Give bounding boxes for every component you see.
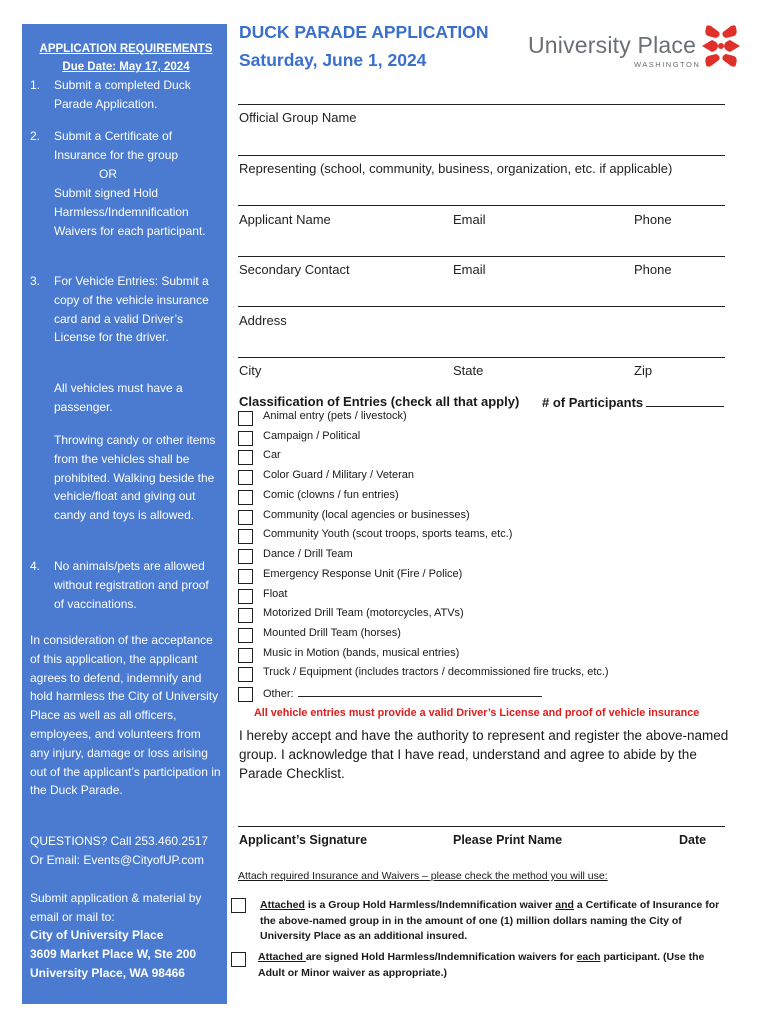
- entry-checkbox[interactable]: [238, 490, 253, 505]
- applicant-line[interactable]: [238, 205, 725, 206]
- attached-word: Attached: [258, 951, 306, 963]
- entry-label: Other:: [263, 688, 294, 700]
- requirement-text: Submit a Certificate of Insurance for the group: [54, 129, 179, 162]
- entry-checkbox[interactable]: [238, 411, 253, 426]
- requirement-number: 4.: [30, 559, 41, 573]
- entry-label: Motorized Drill Team (motorcycles, ATVs): [263, 607, 464, 619]
- secondary-contact-label: Secondary Contact: [239, 262, 350, 277]
- signature-line[interactable]: [238, 826, 725, 827]
- participants-heading: [542, 394, 724, 410]
- candy-note: Throwing candy or other items from the vehicles shall be prohibited. Walking beside the vehicle/float and giving out candy and toys is allowed.: [54, 433, 216, 523]
- entry-checkbox[interactable]: [238, 628, 253, 643]
- entry-checkbox[interactable]: [238, 648, 253, 663]
- entry-checkbox[interactable]: [238, 450, 253, 465]
- entry-label: Campaign / Political: [263, 430, 361, 442]
- entry-label: Music in Motion (bands, musical entries): [263, 647, 460, 659]
- entry-checkbox[interactable]: [238, 470, 253, 485]
- vehicle-requirement-note: All vehicle entries must provide a valid Driver’s License and proof of vehicle insurance: [254, 707, 700, 719]
- questions-email: Or Email: Events@CityofUP.com: [30, 853, 205, 867]
- questions-phone: QUESTIONS? Call 253.460.2517: [30, 834, 209, 848]
- classification-heading: Classification of Entries (check all that apply): [239, 394, 520, 409]
- entry-label: Color Guard / Military / Veteran: [263, 469, 415, 481]
- university-place-logo: [528, 24, 740, 76]
- option-text: participant. (Use the Adult or Minor waiver as appropriate.): [258, 951, 705, 979]
- requirement-text: No animals/pets are allowed without registration and proof of vaccinations.: [54, 559, 209, 611]
- address-street: 3609 Market Place W, Ste 200: [30, 947, 197, 961]
- secondary-contact-line[interactable]: [238, 256, 725, 257]
- address-name: City of University Place: [30, 928, 164, 942]
- requirement-text: For Vehicle Entries: Submit a copy of the vehicle insurance card and a valid Driver’s License for the driver.: [54, 274, 209, 345]
- zip-label: Zip: [634, 363, 653, 378]
- individual-waiver-option: [258, 950, 728, 981]
- requirement-text: Submit a completed Duck Parade Application.: [54, 78, 191, 111]
- other-input[interactable]: [298, 686, 542, 697]
- date-label: Date: [679, 833, 707, 847]
- entry-checkbox[interactable]: [238, 431, 253, 446]
- entry-checkbox[interactable]: [238, 687, 253, 702]
- logo-text: University Place: [528, 32, 697, 58]
- and-word: and: [555, 899, 574, 911]
- entry-label: Community Youth (scout troops, sports teams, etc.): [263, 528, 513, 540]
- state-label: State: [453, 363, 484, 378]
- option-text: are signed Hold Harmless/Indemnification waivers for: [305, 951, 577, 963]
- address-line[interactable]: [238, 306, 725, 307]
- attach-instruction: Attach required Insurance and Waivers – please check the method you will use:: [238, 870, 608, 882]
- group-name-line[interactable]: [238, 104, 725, 105]
- requirements-sidebar: [22, 24, 227, 1004]
- acceptance-statement: I hereby accept and have the authority to represent and register the above-named group. I acknowledge that I have read, understand and agree to abide by the Parade Checklist.: [239, 728, 729, 781]
- due-date: Due Date: May 17, 2024: [62, 61, 190, 73]
- entry-label: Comic (clowns / fun entries): [263, 489, 399, 501]
- logo-subtext: WASHINGTON: [634, 60, 701, 69]
- participants-input[interactable]: [646, 394, 724, 407]
- entry-label: Mounted Drill Team (horses): [263, 627, 401, 639]
- applicant-signature-label: Applicant’s Signature: [239, 833, 368, 847]
- entry-label: Community (local agencies or businesses): [263, 509, 470, 521]
- entry-checkbox[interactable]: [238, 667, 253, 682]
- secondary-email-label: Email: [453, 262, 486, 277]
- requirement-number: 2.: [30, 129, 41, 143]
- entry-checkbox[interactable]: [238, 529, 253, 544]
- requirement-4: [30, 557, 220, 613]
- option-text: a Certificate of Insurance for the above-named group in in the amount of one (1) million dollars naming the City of University Place as an additional insured.: [260, 899, 720, 942]
- applicant-phone-label: Phone: [634, 212, 672, 227]
- passenger-note: All vehicles must have a passenger.: [54, 381, 183, 414]
- requirement-3: [30, 272, 220, 347]
- entry-checkbox[interactable]: [238, 549, 253, 564]
- representing-label: Representing (school, community, business, organization, etc. if applicable): [239, 161, 673, 176]
- submit-note: Submit application & material by email or mail to:: [30, 891, 202, 924]
- secondary-phone-label: Phone: [634, 262, 672, 277]
- requirement-1: [30, 76, 220, 114]
- entry-label: Animal entry (pets / livestock): [263, 410, 407, 422]
- entry-checkbox[interactable]: [238, 569, 253, 584]
- requirements-title: APPLICATION REQUIREMENTS: [39, 43, 213, 55]
- group-name-label: Official Group Name: [239, 110, 357, 125]
- flower-logo-icon: [702, 24, 740, 68]
- page-title: DUCK PARADE APPLICATION: [239, 22, 489, 42]
- entry-checkbox[interactable]: [238, 589, 253, 604]
- requirement-number: 3.: [30, 274, 41, 288]
- print-name-label: Please Print Name: [453, 833, 563, 847]
- entry-label: Truck / Equipment (includes tractors / decommissioned fire trucks, etc.): [263, 666, 609, 678]
- city-state-zip-line[interactable]: [238, 357, 725, 358]
- waiver-alternative: Submit signed Hold Harmless/Indemnification Waivers for each participant.: [54, 186, 206, 238]
- event-date: Saturday, June 1, 2024: [239, 50, 427, 70]
- attached-word: Attached: [260, 899, 305, 911]
- entry-label: Car: [263, 449, 281, 461]
- applicant-name-label: Applicant Name: [239, 212, 331, 227]
- group-waiver-checkbox[interactable]: [231, 898, 246, 913]
- city-label: City: [239, 363, 262, 378]
- address-city: University Place, WA 98466: [30, 966, 185, 980]
- group-waiver-option: [260, 898, 728, 945]
- entry-checkbox[interactable]: [238, 510, 253, 525]
- entry-label: Float: [263, 588, 288, 600]
- applicant-email-label: Email: [453, 212, 486, 227]
- representing-line[interactable]: [238, 155, 725, 156]
- individual-waiver-checkbox[interactable]: [231, 952, 246, 967]
- entry-checkbox[interactable]: [238, 608, 253, 623]
- or-text: OR: [99, 167, 117, 181]
- participants-label: # of Participants: [542, 395, 644, 410]
- entry-label: Dance / Drill Team: [263, 548, 353, 560]
- each-word: each: [576, 951, 601, 963]
- address-label: Address: [239, 313, 287, 328]
- entry-label: Emergency Response Unit (Fire / Police): [263, 568, 463, 580]
- option-text: is a Group Hold Harmless/Indemnification waiver: [304, 899, 556, 911]
- requirement-2: [30, 127, 220, 165]
- requirement-number: 1.: [30, 78, 41, 92]
- indemnity-statement: In consideration of the acceptance of this application, the applicant agrees to defend, indemnify and hold harmless the City of University Place as well as all officers, employees, and volunteers from any injury, damage or loss arising out of the applicant’s participation in the Duck Parade.: [30, 633, 221, 798]
